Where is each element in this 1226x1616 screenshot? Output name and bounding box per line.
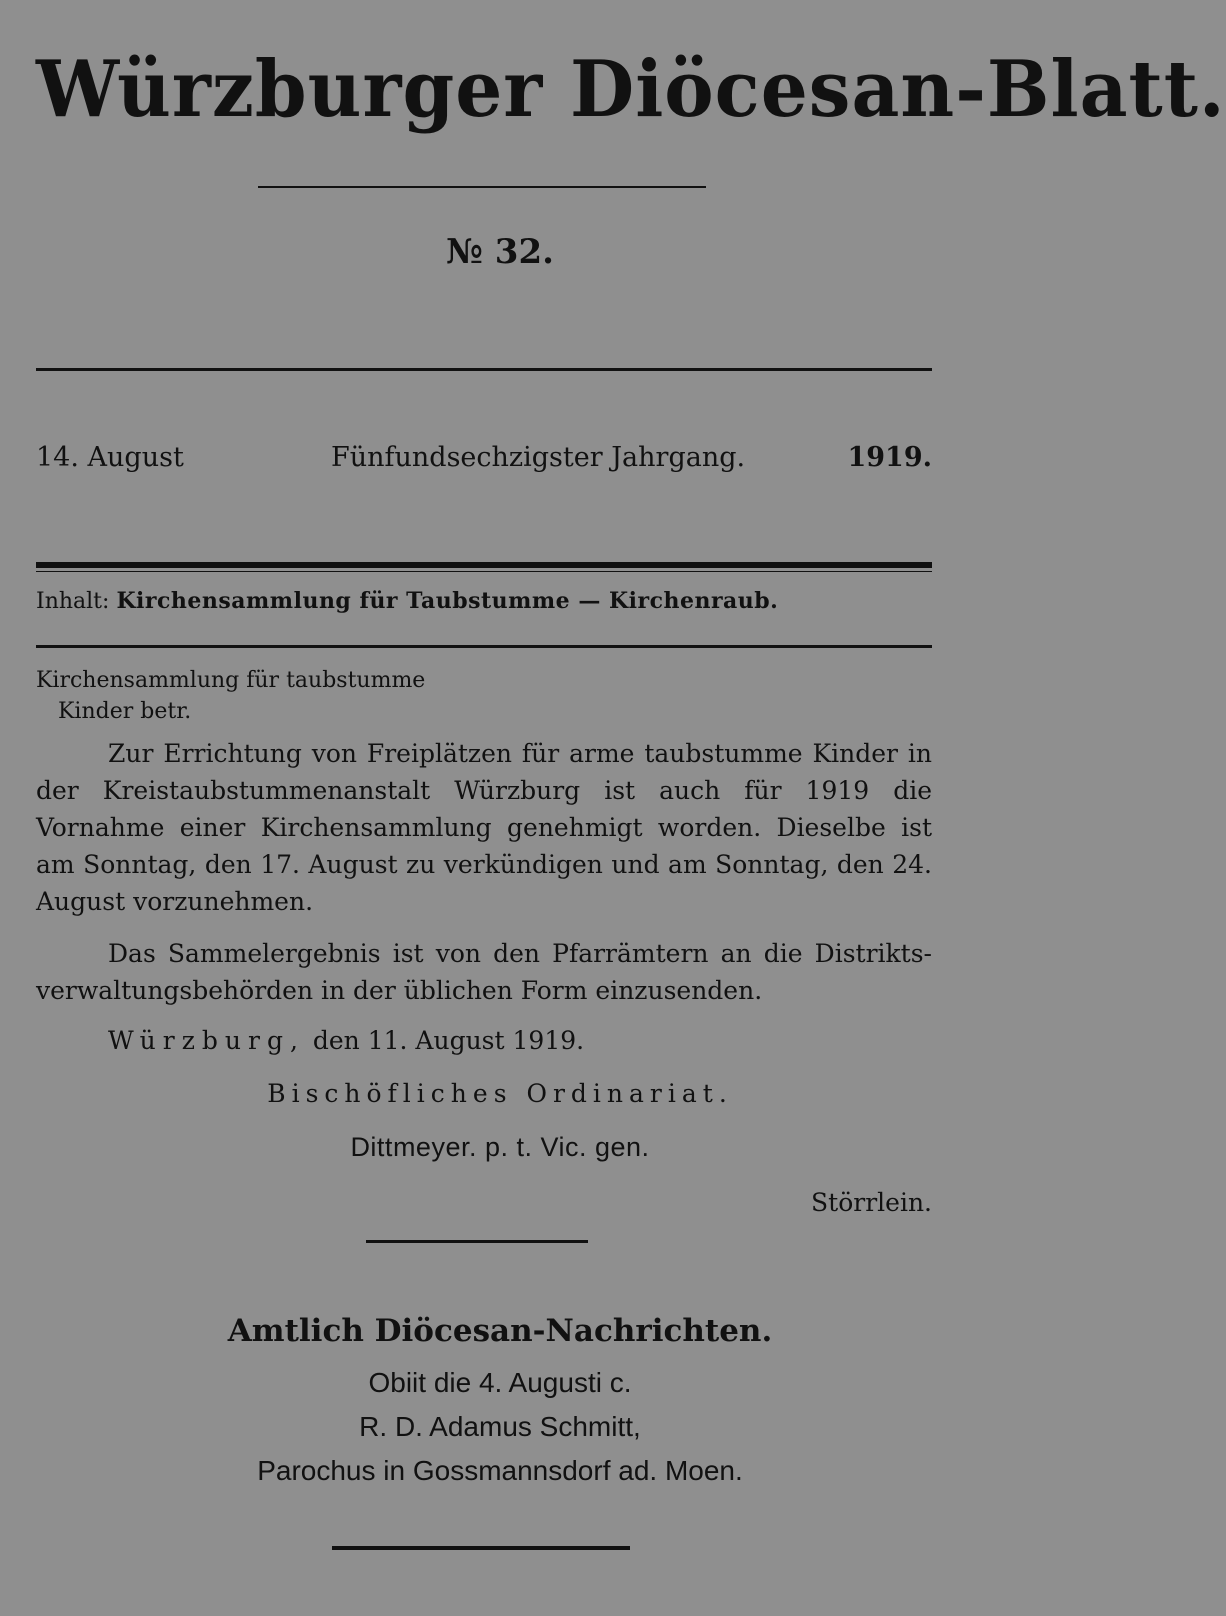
masthead-title: Würzburger Diöcesan-Blatt. xyxy=(36,44,1226,136)
issue-year: 1919. xyxy=(847,442,932,473)
signatory-1: Dittmeyer. p. t. Vic. gen. xyxy=(350,1132,650,1162)
news-section-title: Amtlich Diöcesan-Nachrichten. xyxy=(227,1313,773,1349)
issue-number: № 32. xyxy=(446,232,554,272)
header-top-rule xyxy=(36,368,932,371)
article-paragraph-1: Zur Errichtung von Freiplätzen für arme taubstumme Kinder in der Kreistaubstummenanstalt Würzburg ist auch für 1919 die Vornahme einer Kirchensammlung genehmigt worden. Dieselbe ist am Sonntag, den 17. August zu verkündigen und am Sonntag, den 24. August vorzunehmen. xyxy=(36,739,932,916)
signatory-2: Störrlein. xyxy=(811,1188,932,1217)
table-of-contents xyxy=(36,588,932,614)
section-divider xyxy=(366,1240,588,1243)
header-bottom-thin-rule xyxy=(36,571,932,572)
contents-items: Kirchensammlung für Taubstumme — Kirchenraub. xyxy=(116,588,779,614)
article-paragraph-2: Das Sammelergebnis ist von den Pfarrämtern an die Distrikts-verwaltungsbehörden in der üblichen Form einzusenden. xyxy=(36,939,932,1005)
contents-rule xyxy=(36,645,932,648)
news-line-2: R. D. Adamus Schmitt, xyxy=(359,1411,641,1442)
article-subject xyxy=(36,665,425,727)
news-line-3: Parochus in Gossmannsdorf ad. Moen. xyxy=(257,1455,743,1486)
place: Würzburg, xyxy=(108,1026,305,1055)
masthead-divider xyxy=(258,186,706,188)
signing-date: den 11. August 1919. xyxy=(312,1026,585,1055)
place-and-date xyxy=(108,1026,584,1055)
issuing-office: Bischöfliches Ordinariat. xyxy=(267,1079,733,1108)
contents-label: Inhalt: xyxy=(36,589,110,614)
news-line-1: Obiit die 4. Augusti c. xyxy=(368,1367,632,1398)
closing-divider xyxy=(332,1546,630,1550)
volume-label: Fünfundsechzigster Jahrgang. xyxy=(331,442,746,473)
subject-line-1: Kirchensammlung für taubstumme xyxy=(36,668,426,693)
header-bottom-rule xyxy=(36,562,932,568)
subject-line-2: Kinder betr. xyxy=(58,699,192,724)
issue-date: 14. August xyxy=(36,442,184,473)
